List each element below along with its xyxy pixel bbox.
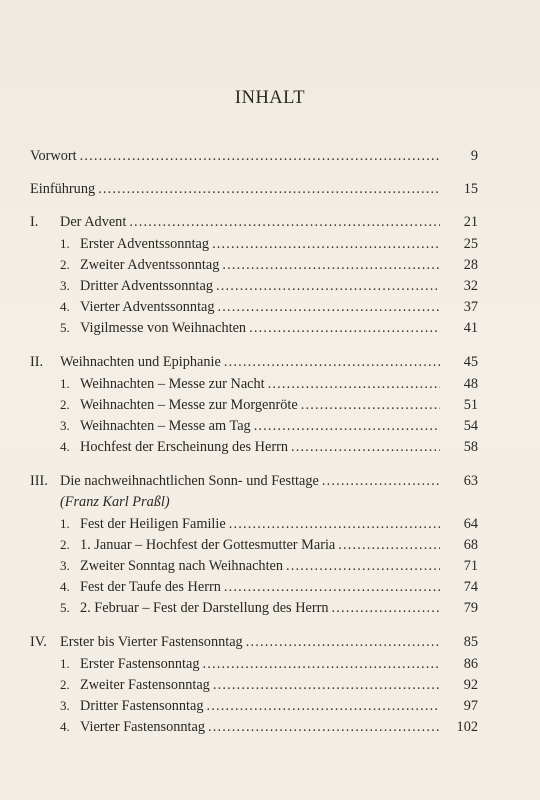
entry-number: 1. [60, 516, 70, 531]
toc-page-number: 68 [463, 537, 478, 553]
toc-page-number: 74 [463, 579, 478, 595]
entry-number: 3. [60, 698, 70, 713]
toc-entry [30, 233, 478, 254]
leader-dots [98, 179, 440, 200]
entry-number: 3. [60, 418, 70, 433]
toc-entry [30, 653, 478, 674]
toc-page-number: 28 [463, 257, 478, 273]
toc-entry [30, 513, 478, 534]
toc-entry [30, 317, 478, 338]
leader-dots [246, 632, 440, 653]
section-title: Der Advent [60, 214, 127, 230]
entry-number: 2. [60, 397, 70, 412]
entry-number: 4. [60, 719, 70, 734]
entry-title: Zweiter Sonntag nach Weihnachten [80, 558, 284, 574]
toc-page-number: 25 [463, 236, 478, 252]
toc-page-number: 37 [463, 299, 478, 315]
toc-page-number: 64 [463, 516, 478, 532]
toc-entry [30, 695, 478, 716]
leader-dots [291, 437, 440, 458]
leader-dots [224, 352, 440, 373]
leader-dots [222, 255, 440, 276]
leader-dots [216, 276, 440, 297]
toc-entry [30, 716, 478, 737]
entry-number: 5. [60, 600, 70, 615]
toc-page-number: 79 [463, 600, 478, 616]
entry-number: 2. [60, 537, 70, 552]
section-author: (Franz Karl Praßl) [60, 494, 170, 510]
entry-number: 1. [60, 236, 70, 251]
leader-dots [332, 598, 440, 619]
entry-number: 4. [60, 299, 70, 314]
leader-dots [213, 675, 440, 696]
toc-entry [30, 275, 478, 296]
toc-entry [30, 436, 478, 457]
leader-dots [322, 471, 440, 492]
leader-dots [207, 696, 441, 717]
page-title: INHALT [234, 88, 306, 108]
toc-page-number: 32 [463, 278, 478, 294]
toc-page-number: 71 [463, 558, 478, 574]
leader-dots [129, 212, 440, 233]
leader-dots [208, 717, 440, 738]
entry-title: Vierter Fastensonntag [80, 719, 205, 735]
entry-title: Weihnachten – Messe zur Nacht [80, 376, 265, 392]
toc-entry [30, 254, 478, 275]
toc-entry [30, 576, 478, 597]
entry-title: Dritter Fastensonntag [80, 698, 204, 714]
entry-number: 1. [60, 376, 70, 391]
entry-number: 2. [60, 677, 70, 692]
entry-title: Weihnachten – Messe zur Morgenröte [80, 397, 298, 413]
toc-entry [30, 534, 478, 555]
toc-page-number: 41 [463, 320, 478, 336]
leader-dots [218, 297, 440, 318]
entry-title: Dritter Adventssonntag [80, 278, 214, 294]
toc-entry-title: Vorwort [30, 148, 77, 164]
toc-page-number: 48 [463, 376, 478, 392]
entry-title: Vigilmesse von Weihnachten [80, 320, 247, 336]
toc-page-number: 45 [463, 354, 478, 370]
section-author-line [30, 492, 478, 513]
toc-section-1 [30, 212, 478, 233]
entry-number: 4. [60, 579, 70, 594]
toc-page-number: 102 [456, 719, 478, 735]
toc-page-number: 86 [463, 656, 478, 672]
entry-title: Fest der Taufe des Herrn [80, 579, 221, 595]
toc-page-number: 92 [463, 677, 478, 693]
entry-title: Fest der Heiligen Familie [80, 516, 226, 532]
leader-dots [286, 556, 440, 577]
entry-title: Zweiter Fastensonntag [80, 677, 210, 693]
leader-dots [80, 146, 440, 167]
entry-title: Zweiter Adventssonntag [80, 257, 220, 273]
toc-page-number: 85 [463, 634, 478, 650]
entry-title: 1. Januar – Hochfest der Gottesmutter Maria [80, 537, 336, 553]
entry-number: 4. [60, 439, 70, 454]
toc-page-number: 58 [463, 439, 478, 455]
toc-entry [30, 415, 478, 436]
entry-number: 2. [60, 257, 70, 272]
leader-dots [254, 416, 440, 437]
table-of-contents [30, 146, 478, 737]
entry-number: 3. [60, 558, 70, 573]
entry-title: Hochfest der Erscheinung des Herrn [80, 439, 289, 455]
entry-title: Erster Fastensonntag [80, 656, 200, 672]
entry-title: Weihnachten – Messe am Tag [80, 418, 251, 434]
section-title: Die nachweihnachtlichen Sonn- und Festtage [60, 473, 319, 489]
section-number: III. [30, 473, 48, 489]
toc-entry [30, 674, 478, 695]
toc-page-number: 9 [470, 148, 478, 164]
entry-title: Erster Adventssonntag [80, 236, 210, 252]
toc-entry [30, 597, 478, 618]
entry-title: Vierter Adventssonntag [80, 299, 215, 315]
toc-entry [30, 394, 478, 415]
leader-dots [212, 234, 440, 255]
toc-section-3 [30, 471, 478, 492]
section-number: IV. [30, 634, 47, 650]
toc-page-number: 54 [463, 418, 478, 434]
toc-entry-title: Einführung [30, 181, 96, 197]
entry-number: 3. [60, 278, 70, 293]
toc-page-number: 51 [463, 397, 478, 413]
toc-entry [30, 373, 478, 394]
toc-page-number: 15 [463, 181, 478, 197]
section-number: II. [30, 354, 44, 370]
toc-entry [30, 296, 478, 317]
leader-dots [338, 535, 440, 556]
leader-dots [249, 318, 440, 339]
toc-section-4 [30, 632, 478, 653]
toc-entry [30, 555, 478, 576]
section-number: I. [30, 214, 39, 230]
toc-entry-foreword [30, 146, 478, 167]
section-title: Weihnachten und Epiphanie [60, 354, 221, 370]
toc-section-2 [30, 352, 478, 373]
entry-number: 1. [60, 656, 70, 671]
entry-number: 5. [60, 320, 70, 335]
toc-page-number: 97 [463, 698, 478, 714]
leader-dots [268, 374, 440, 395]
toc-page-number: 21 [463, 214, 478, 230]
toc-entry-introduction [30, 179, 478, 200]
leader-dots [229, 514, 440, 535]
toc-page-number: 63 [463, 473, 478, 489]
leader-dots [301, 395, 440, 416]
leader-dots [224, 577, 440, 598]
leader-dots [203, 654, 440, 675]
entry-title: 2. Februar – Fest der Darstellung des Herrn [80, 600, 329, 616]
section-title: Erster bis Vierter Fastensonntag [60, 634, 243, 650]
